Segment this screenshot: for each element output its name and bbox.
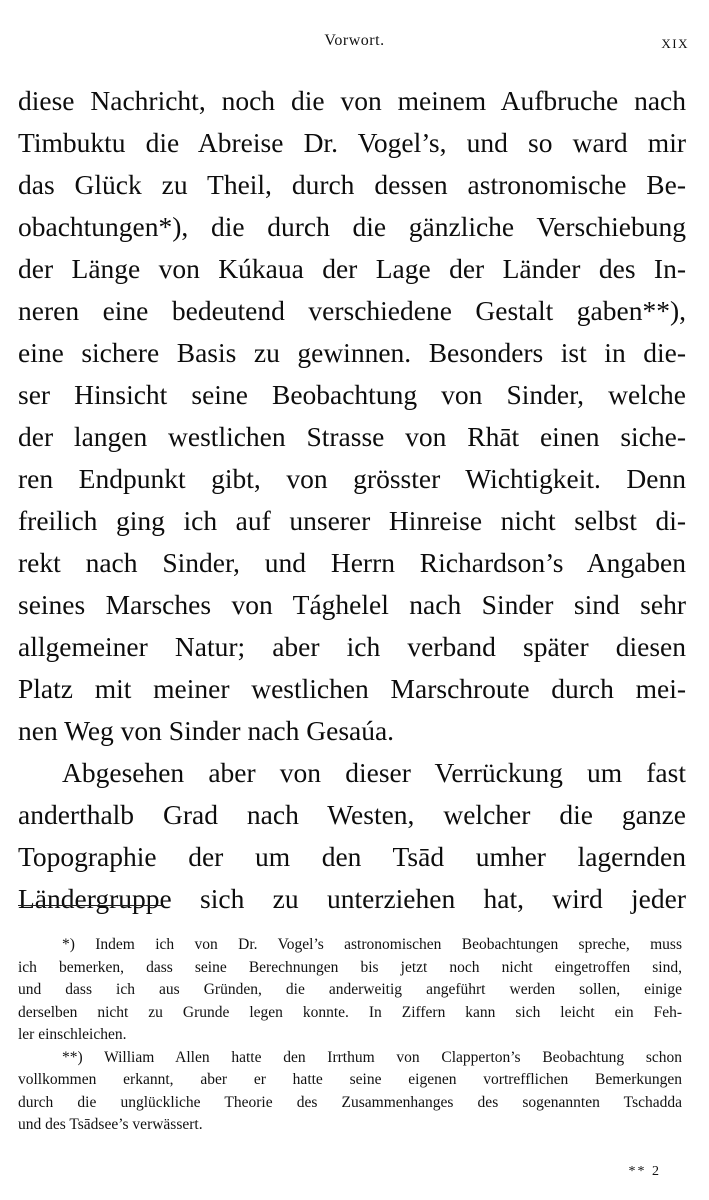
text-line-paragraph-end: nen Weg von Sinder nach Gesaúa. bbox=[18, 715, 395, 746]
text-line: ser Hinsicht seine Beobachtung von Sinder, welche bbox=[18, 379, 686, 410]
main-text bbox=[18, 80, 686, 920]
text-line: das Glück zu Theil, durch dessen astronomische Be- bbox=[18, 169, 686, 200]
text-line: obachtungen*), die durch die gänzliche Verschiebung bbox=[18, 211, 686, 242]
text-line: rekt nach Sinder, und Herrn Richardson’s Angaben bbox=[18, 547, 686, 578]
text-line-paragraph-start: Abgesehen aber von dieser Verrückung um fast bbox=[62, 757, 686, 788]
footnote-separator-rule bbox=[18, 905, 164, 906]
text-line: Topographie der um den Tsād umher lagernden bbox=[18, 841, 686, 872]
text-line: der Länge von Kúkaua der Lage der Länder des In- bbox=[18, 253, 686, 284]
footnote-line: ich bemerken, dass seine Berechnungen bis jetzt noch nicht eingetroffen sind, bbox=[18, 958, 682, 976]
text-line: Timbuktu die Abreise Dr. Vogel’s, und so ward mir bbox=[18, 127, 686, 158]
footnote-line: **) William Allen hatte den Irrthum von Clapperton’s Beobachtung schon bbox=[62, 1048, 682, 1066]
footnote-line: derselben nicht zu Grunde legen konnte. In Ziffern kann sich leicht ein Feh- bbox=[18, 1003, 682, 1021]
text-line: anderthalb Grad nach Westen, welcher die ganze bbox=[18, 799, 686, 830]
footnote-line: und dass ich aus Gründen, die anderweitig angeführt werden sollen, einige bbox=[18, 981, 682, 998]
text-line: Platz mit meiner westlichen Marschroute durch mei- bbox=[18, 673, 686, 704]
signature-mark: ** 2 bbox=[628, 1164, 661, 1179]
text-line: der langen westlichen Strasse von Rhāt einen siche- bbox=[18, 421, 686, 452]
footnote-line: und des Tsādsee’s verwässert. bbox=[18, 1116, 203, 1133]
text-line: Ländergruppe sich zu unterziehen hat, wird jeder bbox=[18, 883, 686, 914]
footnote-line: durch die unglückliche Theorie des Zusammenhanges des sogenannten Tschadda bbox=[18, 1093, 682, 1111]
page-number: XIX bbox=[661, 36, 689, 51]
text-line: allgemeiner Natur; aber ich verband später diesen bbox=[18, 631, 686, 662]
text-line: neren eine bedeutend verschiedene Gestalt gaben**), bbox=[18, 295, 686, 326]
text-line: eine sichere Basis zu gewinnen. Besonders ist in die- bbox=[18, 337, 686, 368]
footnote-line: ler einschleichen. bbox=[18, 1026, 127, 1043]
text-line: seines Marsches von Tághelel nach Sinder sind sehr bbox=[18, 589, 686, 620]
text-line: diese Nachricht, noch die von meinem Aufbruche nach bbox=[18, 85, 686, 116]
running-head bbox=[0, 32, 709, 56]
footnote-line: vollkommen erkannt, aber er hatte seine eigenen vortrefflichen Bemerkungen bbox=[18, 1071, 682, 1088]
running-head-title: Vorwort. bbox=[324, 32, 385, 49]
text-line: freilich ging ich auf unserer Hinreise nicht selbst di- bbox=[18, 505, 686, 536]
footnotes bbox=[18, 934, 682, 1137]
footnote-line: *) Indem ich von Dr. Vogel’s astronomischen Beobachtungen spreche, muss bbox=[62, 936, 682, 953]
text-line: ren Endpunkt gibt, von grösster Wichtigkeit. Denn bbox=[18, 463, 686, 494]
